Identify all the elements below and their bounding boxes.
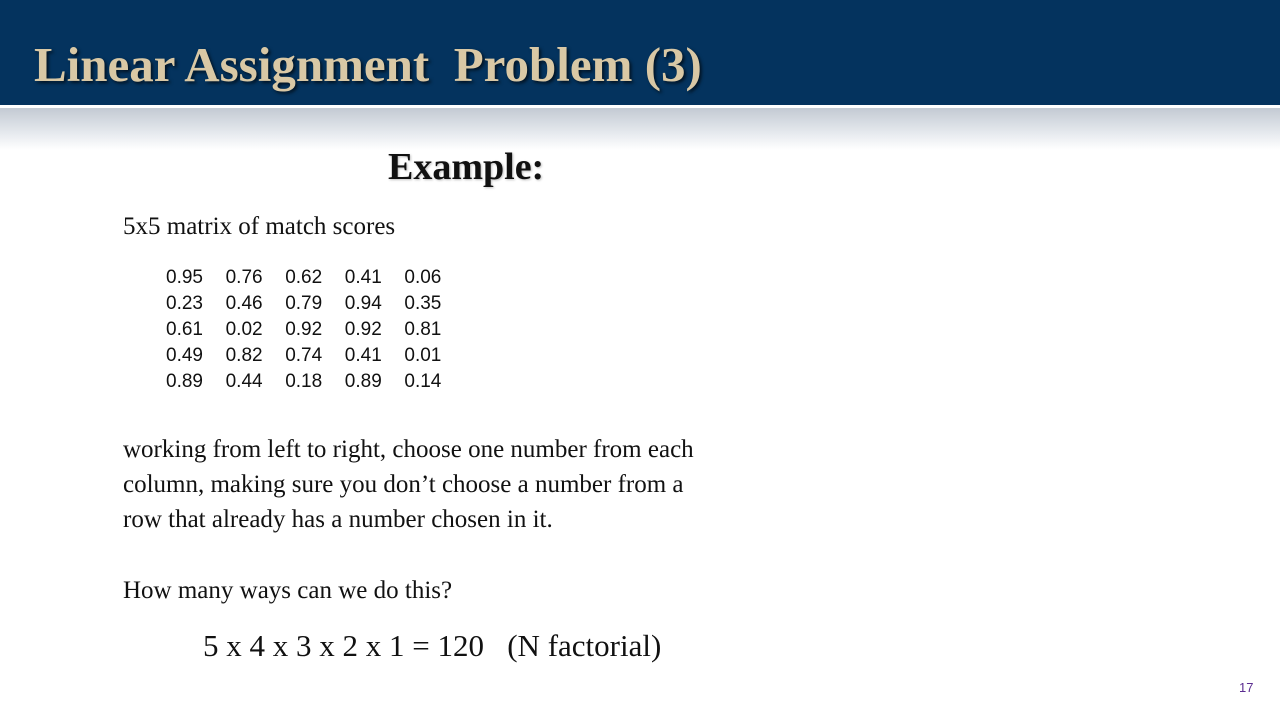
matrix-cell: 0.92 [285,319,323,340]
matrix-cell: 0.81 [404,319,442,340]
matrix-cell: 0.41 [344,345,382,366]
page-number: 17 [1239,680,1254,695]
matrix-cell: 0.49 [166,345,203,366]
matrix-cell: 0.62 [285,267,323,288]
instruction-line: row that already has a number chosen in it. [123,506,553,533]
score-matrix [166,265,464,395]
matrix-cell: 0.94 [344,293,382,314]
matrix-cell: 0.46 [225,293,263,314]
matrix-cell: 0.74 [285,345,323,366]
matrix-cell: 0.61 [166,319,203,340]
matrix-cell: 0.76 [225,267,263,288]
instruction-line: working from left to right, choose one number from each [123,436,694,463]
instruction-line: column, making sure you don’t choose a number from a [123,471,684,498]
matrix-cell: 0.92 [344,319,382,340]
matrix-cell: 0.18 [285,371,323,392]
matrix-cell: 0.41 [344,267,382,288]
matrix-cell: 0.23 [166,293,203,314]
matrix-cell: 0.82 [225,345,263,366]
matrix-description: 5x5 matrix of match scores [123,213,396,240]
title-bar-shadow [0,108,1280,150]
factorial-formula: 5 x 4 x 3 x 2 x 1 = 120 (N factorial) [203,628,662,663]
matrix-cell: 0.79 [285,293,323,314]
slide-title: Linear Assignment Problem (3) [34,37,702,92]
matrix-row [166,369,464,395]
matrix-cell: 0.35 [404,293,442,314]
matrix-cell: 0.89 [344,371,382,392]
matrix-cell: 0.01 [404,345,442,366]
example-heading: Example: [388,146,545,188]
matrix-cell: 0.44 [225,371,263,392]
matrix-cell: 0.95 [166,267,203,288]
matrix-cell: 0.14 [404,371,442,392]
matrix-row [166,291,464,317]
instruction-paragraph [123,432,823,537]
matrix-row [166,343,464,369]
question-text: How many ways can we do this? [123,577,453,604]
matrix-row [166,317,464,343]
matrix-cell: 0.89 [166,371,203,392]
matrix-cell: 0.02 [225,319,263,340]
matrix-row [166,265,464,291]
matrix-cell: 0.06 [404,267,442,288]
